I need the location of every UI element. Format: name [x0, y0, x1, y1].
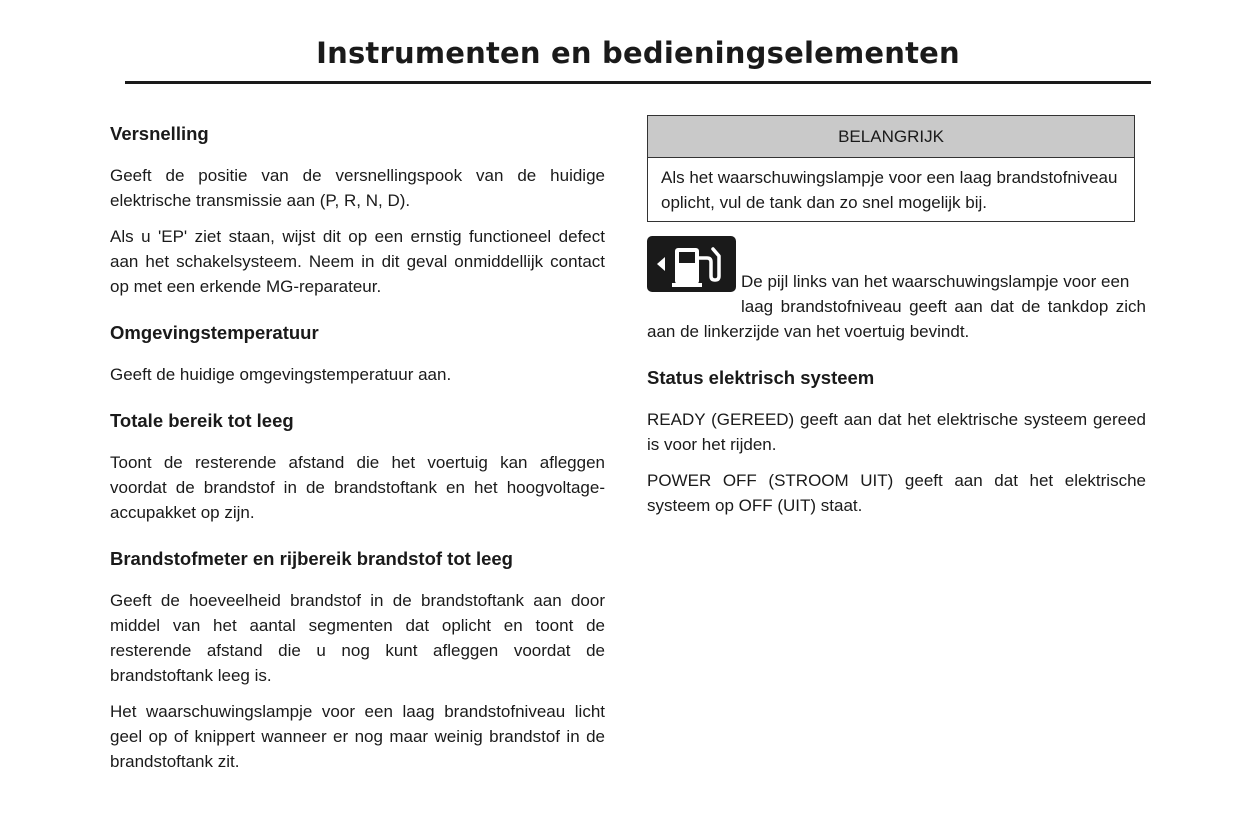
title-divider — [125, 81, 1151, 84]
section-totale-bereik — [110, 409, 605, 525]
section-versnelling — [110, 122, 605, 299]
paragraph: Geeft de huidige omgevingstemperatuur aan. — [110, 365, 452, 384]
paragraph: POWER OFF (STROOM UIT) geeft aan dat het elektrische systeem op OFF (UIT) staat. — [647, 471, 1146, 515]
page-title: Instrumenten en bedieningselementen — [316, 36, 960, 70]
section-status-elektrisch — [647, 366, 1146, 518]
section-heading: Brandstofmeter en rijbereik brandstof tot leeg — [110, 548, 513, 569]
paragraph: READY (GEREED) geeft aan dat het elektrische systeem gereed is voor het rijden. — [647, 410, 1146, 454]
important-notice — [647, 115, 1135, 222]
paragraph: Het waarschuwingslampje voor een laag brandstofniveau licht geel op of knippert wanneer er nog maar weinig brandstof in de brandstoftank zit. — [110, 702, 605, 771]
paragraph: Als u 'EP' ziet staan, wijst dit op een ernstig functioneel defect aan het schakelsysteem. Neem in dit geval onmiddellijk contact op met een erkende MG-reparateur. — [110, 227, 605, 296]
right-column — [647, 122, 1146, 529]
paragraph: Geeft de positie van de versnellingspook van de huidige elektrische transmissie aan (P, R, N, D). — [110, 166, 605, 210]
section-brandstofmeter — [110, 547, 605, 774]
fuel-icon-paragraph — [647, 240, 1146, 344]
notice-text: Als het waarschuwingslampje voor een laag brandstofniveau oplicht, vul de tank dan zo snel mogelijk bij. — [661, 168, 1118, 212]
section-heading: Status elektrisch systeem — [647, 367, 875, 388]
section-heading: Versnelling — [110, 123, 209, 144]
paragraph-line: De pijl links van het waarschuwingslampje voor een — [741, 272, 1130, 291]
paragraph: Geeft de hoeveelheid brandstof in de brandstoftank aan door middel van het aantal segmenten dat oplicht en toont de resterende afstand die u nog kunt afleggen voordat de brandstoftank leeg is. — [110, 591, 605, 685]
paragraph: Toont de resterende afstand die het voertuig kan afleggen voordat de brandstof in de brandstoftank en het hoogvoltage-accupakket op zijn. — [110, 453, 605, 522]
section-heading: Omgevingstemperatuur — [110, 322, 319, 343]
notice-label: BELANGRIJK — [648, 116, 1134, 158]
section-heading: Totale bereik tot leeg — [110, 410, 294, 431]
low-fuel-warning-icon — [647, 236, 736, 292]
paragraph-rest: laag brandstofniveau geeft aan dat de tankdop zich aan de linkerzijde van het voertuig bevindt. — [647, 297, 1146, 341]
left-column — [110, 122, 605, 785]
section-omgevingstemperatuur — [110, 321, 605, 387]
